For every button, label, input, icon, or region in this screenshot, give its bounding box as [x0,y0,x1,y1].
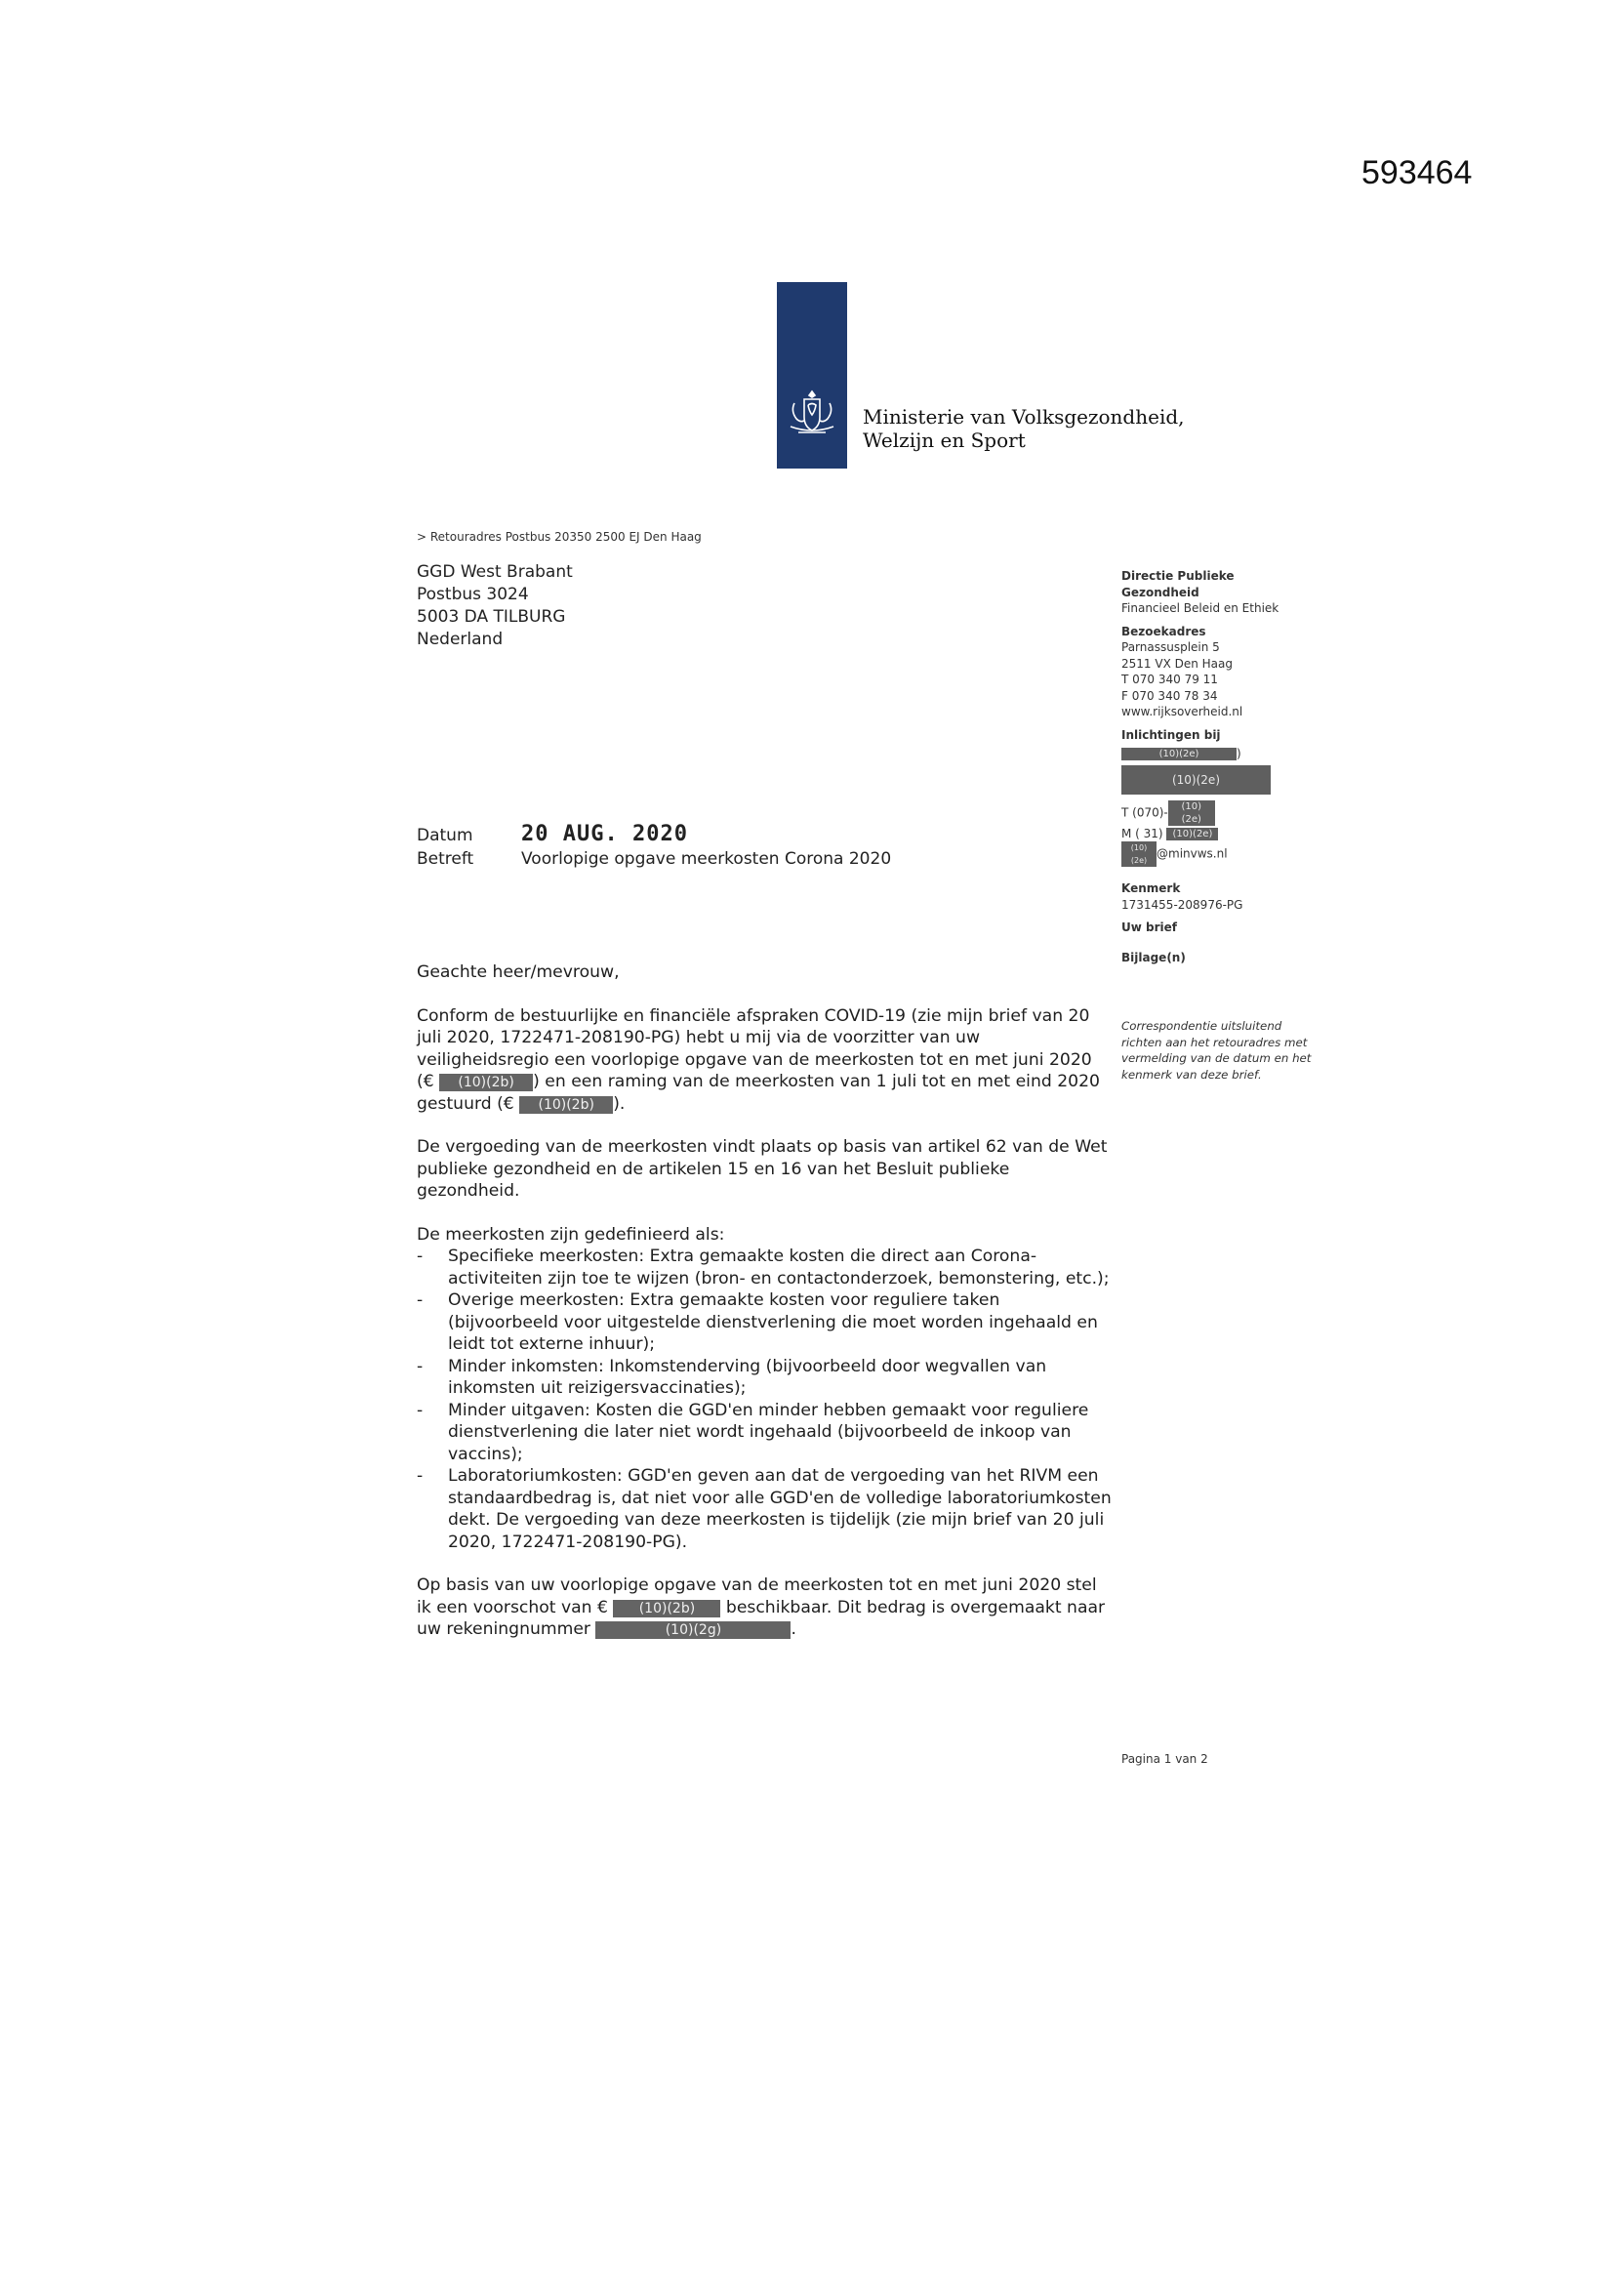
mobile-prefix: M ( 31) [1121,826,1163,840]
paragraph-3-intro: De meerkosten zijn gedefinieerd als: [417,1224,725,1245]
email-suffix: @minvws.nl [1157,846,1228,861]
list-dash: - [417,1247,424,1266]
ministry-name-line2: Welzijn en Sport [863,429,1026,452]
return-address: > Retouradres Postbus 20350 2500 EJ Den Haag [417,530,702,544]
correspondence-note: Correspondentie uitsluitend richten aan het retouradres met vermelding van de datum en het kenmerk van deze brief. [1121,1019,1312,1082]
text-run: beschikbaar. Dit bedrag is overgemaakt naar uw rekeningnummer [417,1597,1106,1639]
date-stamp: 20 AUG. 2020 [521,822,688,846]
redaction-box: (10)(2g) [595,1621,791,1639]
text-run: ). [613,1093,626,1114]
list-item [417,1465,1112,1553]
redaction-box: (10)(2b) [519,1096,613,1114]
ministry-name-line1: Ministerie van Volksgezondheid, [863,405,1185,429]
sender-sidebar [1121,568,1336,965]
kenmerk-value: 1731455-208976-PG [1121,897,1243,912]
uw-brief-label: Uw brief [1121,920,1177,934]
department-line1: Directie Publieke [1121,569,1235,583]
betreft-label: Betreft [417,849,474,869]
list-item [417,1246,1112,1289]
redaction-box: (10)(2e) [1121,765,1271,795]
document-number: 593464 [1361,154,1473,191]
salutation: Geachte heer/mevrouw, [417,962,620,982]
definitions-list [417,1246,1112,1553]
phone-prefix: T (070)- [1121,805,1168,819]
text-run: Op basis van uw voorlopige opgave van de meerkosten tot en met juni 2020 stel ik een voorschot van € [417,1575,1097,1617]
visit-address-label: Bezoekadres [1121,624,1206,638]
letter-body [417,961,1112,1641]
department-line2: Gezondheid [1121,585,1199,599]
crest-icon [785,388,839,438]
ministry-name [863,405,1185,452]
list-dash: - [417,1466,424,1486]
paragraph-4 [417,1574,1112,1641]
paragraph-1 [417,1005,1112,1116]
recipient-line: Postbus 3024 [417,585,529,604]
kenmerk-label: Kenmerk [1121,881,1181,895]
department-line3: Financieel Beleid en Ethiek [1121,601,1279,615]
visit-line: www.rijksoverheid.nl [1121,705,1243,718]
redaction-box: (10)(2b) [613,1600,720,1617]
list-dash: - [417,1400,424,1420]
datum-label: Datum [417,826,473,845]
redaction-box: (10)(2e) [1121,748,1237,760]
redaction-box: (10)(2b) [439,1074,533,1091]
list-item-text: Specifieke meerkosten: Extra gemaakte kosten die direct aan Corona-activiteiten zijn toe te wijzen (bron- en contactonderzoek, bemonstering, etc.); [448,1247,1110,1288]
redaction-box: (10)(2e) [1121,841,1157,867]
visit-line: T 070 340 79 11 [1121,673,1218,686]
list-item [417,1400,1112,1466]
page-number: Pagina 1 van 2 [1121,1752,1208,1766]
recipient-line: 5003 DA TILBURG [417,607,566,627]
text-run: ) en een raming van de meerkosten van 1 juli tot en met eind 2020 gestuurd (€ [417,1072,1100,1114]
list-item-text: Minder uitgaven: Kosten die GGD'en minder hebben gemaakt voor reguliere dienstverlening die later niet wordt ingehaald (bijvoorbeeld de inkoop van vaccins); [448,1400,1089,1464]
list-dash: - [417,1290,424,1310]
list-item-text: Minder inkomsten: Inkomstenderving (bijvoorbeeld door wegvallen van inkomsten uit reizigersvaccinaties); [448,1356,1047,1398]
recipient-line: Nederland [417,630,504,649]
paragraph-2: De vergoeding van de meerkosten vindt plaats op basis van artikel 62 van de Wet publieke gezondheid en de artikelen 15 en 16 van het Besluit publieke gezondheid. [417,1137,1108,1201]
info-redact-suffix: ) [1237,747,1241,760]
list-item [417,1289,1112,1356]
redaction-box: (10)(2e) [1168,800,1215,826]
ministry-logo-bar [777,282,847,469]
list-item-text: Laboratoriumkosten: GGD'en geven aan dat de vergoeding van het RIVM een standaardbedrag is, dat niet voor alle GGD'en de volledige laboratoriumkosten dekt. De vergoeding van deze meerkosten is tijdelijk (zie mijn brief van 20 juli 2020, 1722471-208190-PG). [448,1466,1112,1552]
visit-line: Parnassusplein 5 [1121,640,1220,654]
redaction-box: (10)(2e) [1166,828,1218,840]
recipient-address [417,561,573,651]
betreft-value: Voorlopige opgave meerkosten Corona 2020 [521,849,892,869]
visit-line: 2511 VX Den Haag [1121,656,1233,671]
text-run: . [791,1619,796,1639]
info-label: Inlichtingen bij [1121,727,1221,742]
letter-meta [417,823,891,871]
recipient-line: GGD West Brabant [417,562,573,582]
bijlage-label: Bijlage(n) [1121,950,1186,964]
visit-line: F 070 340 78 34 [1121,688,1218,703]
text-run: Conform de bestuurlijke en financiële afspraken COVID-19 (zie mijn brief van 20 juli 2020, 1722471-208190-PG) hebt u mij via de voorzitter van uw veiligheidsregio een voorlopige opgave van de meerkosten tot en met juni 2020 (€ [417,1005,1092,1091]
list-dash: - [417,1356,424,1376]
list-item [417,1356,1112,1400]
list-item-text: Overige meerkosten: Extra gemaakte kosten voor reguliere taken (bijvoorbeeld voor uitgestelde dienstverlening die moet worden ingehaald en leidt tot externe inhuur); [448,1290,1098,1354]
